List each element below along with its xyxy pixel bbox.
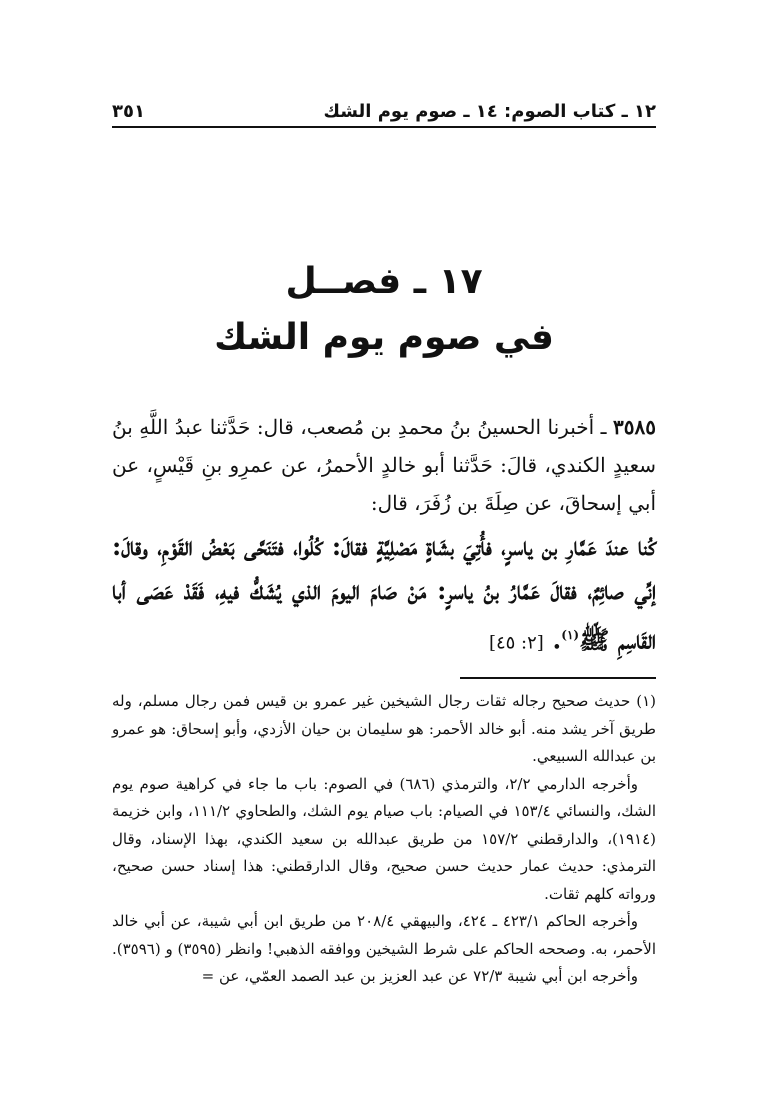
hadith-matn: كُنا عندَ عَمَّارِ بن ياسرٍ، فأُتِيَ بشَاةٍ مَصْلِيَّةٍ فقالَ: كُلُوا، فتَنَحَّى بَعْضُ القَوْمِ، وقالَ: إنِّي صائِمٌ، فقالَ عَمَّارُ بنُ ياسرٍ: مَنْ صَامَ اليومَ الذي يُشَكُّ فيهِ، فَقَدْ عَصَى أبا القَاسِمِ ﷺ$^{(١)}$. [٢: ٤٥] bbox=[112, 532, 656, 655]
hadith-isnad bbox=[112, 408, 656, 522]
hadith-number: ٣٥٨٥ bbox=[613, 415, 657, 439]
hadith-matn-text: كُنا عندَ عَمَّارِ بن ياسرٍ، فأُتِيَ بشَاةٍ مَصْلِيَّةٍ فقالَ: كُلُوا، فتَنَحَّى بَعْضُ القَوْمِ، وقالَ: إنِّي صائِمٌ، فقالَ عَمَّارُ بنُ ياسرٍ: مَنْ صَامَ اليومَ الذي يُشَكُّ فيهِ، فَقَدْ عَصَى أبا القَاسِمِ ﷺ bbox=[112, 532, 656, 655]
hadith-grading: [٢: ٤٥] bbox=[488, 632, 544, 654]
running-header-title: ١٢ ـ كتاب الصوم: ١٤ ـ صوم يوم الشك bbox=[323, 101, 656, 122]
footnote-divider bbox=[460, 677, 656, 679]
chapter-heading bbox=[112, 258, 656, 364]
footnote-paragraph: وأخرجه الحاكم ٤٢٣/١ ـ ٤٢٤، والبيهقي ٢٠٨/٤ من طريق ابن أبي شيبة، عن أبي خالد الأحمر، به. وصححه الحاكم على شرط الشيخين ووافقه الذهبي! وانظر (٣٥٩٥) و (٣٥٩٦). bbox=[112, 912, 656, 958]
footnote-marker: (١) bbox=[561, 628, 580, 642]
hadith-isnad-text: ـ أخبرنا الحسينُ بنُ محمدِ بن مُصعب، قال: حَدَّثنا عبدُ اللَّهِ بنُ سعيدٍ الكندي، قالَ: حَدَّثنا أبو خالدٍ الأحمرُ، عن عمرِو بنِ قَيْسٍ، عن أبي إسحاقَ، عن صِلَةَ بن زُفَرَ، قال: bbox=[112, 415, 656, 515]
chapter-title: في صوم يوم الشك bbox=[214, 317, 554, 358]
page-number: ٣٥١ bbox=[112, 101, 145, 122]
footnote-paragraph: وأخرجه ابن أبي شيبة ٧٢/٣ عن عبد العزيز بن عبد الصمد العمّي، عن = bbox=[201, 967, 638, 985]
chapter-number: ١٧ ـ فصــل bbox=[285, 261, 483, 302]
footnotes bbox=[112, 688, 656, 991]
running-header bbox=[112, 92, 656, 128]
footnote-paragraph: وأخرجه الدارمي ٢/٢، والترمذي (٦٨٦) في الصوم: باب ما جاء في كراهية صوم يوم الشك، والنسائي ١٥٣/٤ في الصيام: باب صيام يوم الشك، والطحاوي ١١١/٢، وابن خزيمة (١٩١٤)، والدارقطني ١٥٧/٢ من طريق عبدالله بن سعيد الكندي، بهذا الإسناد، وقال الترمذي: حديث عمار حديث حسن صحيح، وقال الدارقطني: هذا إسناد حسن صحيح، ورواته كلهم ثقات. bbox=[112, 774, 657, 903]
footnote-paragraph: (١) حديث صحيح رجاله ثقات رجال الشيخين غير عمرو بن قيس فمن رجال مسلم، وله طريق آخر يشد منه. أبو خالد الأحمر: هو سليمان بن حيان الأزدي، وأبو إسحاق: هو عمرو بن عبدالله السبيعي. bbox=[112, 692, 656, 765]
